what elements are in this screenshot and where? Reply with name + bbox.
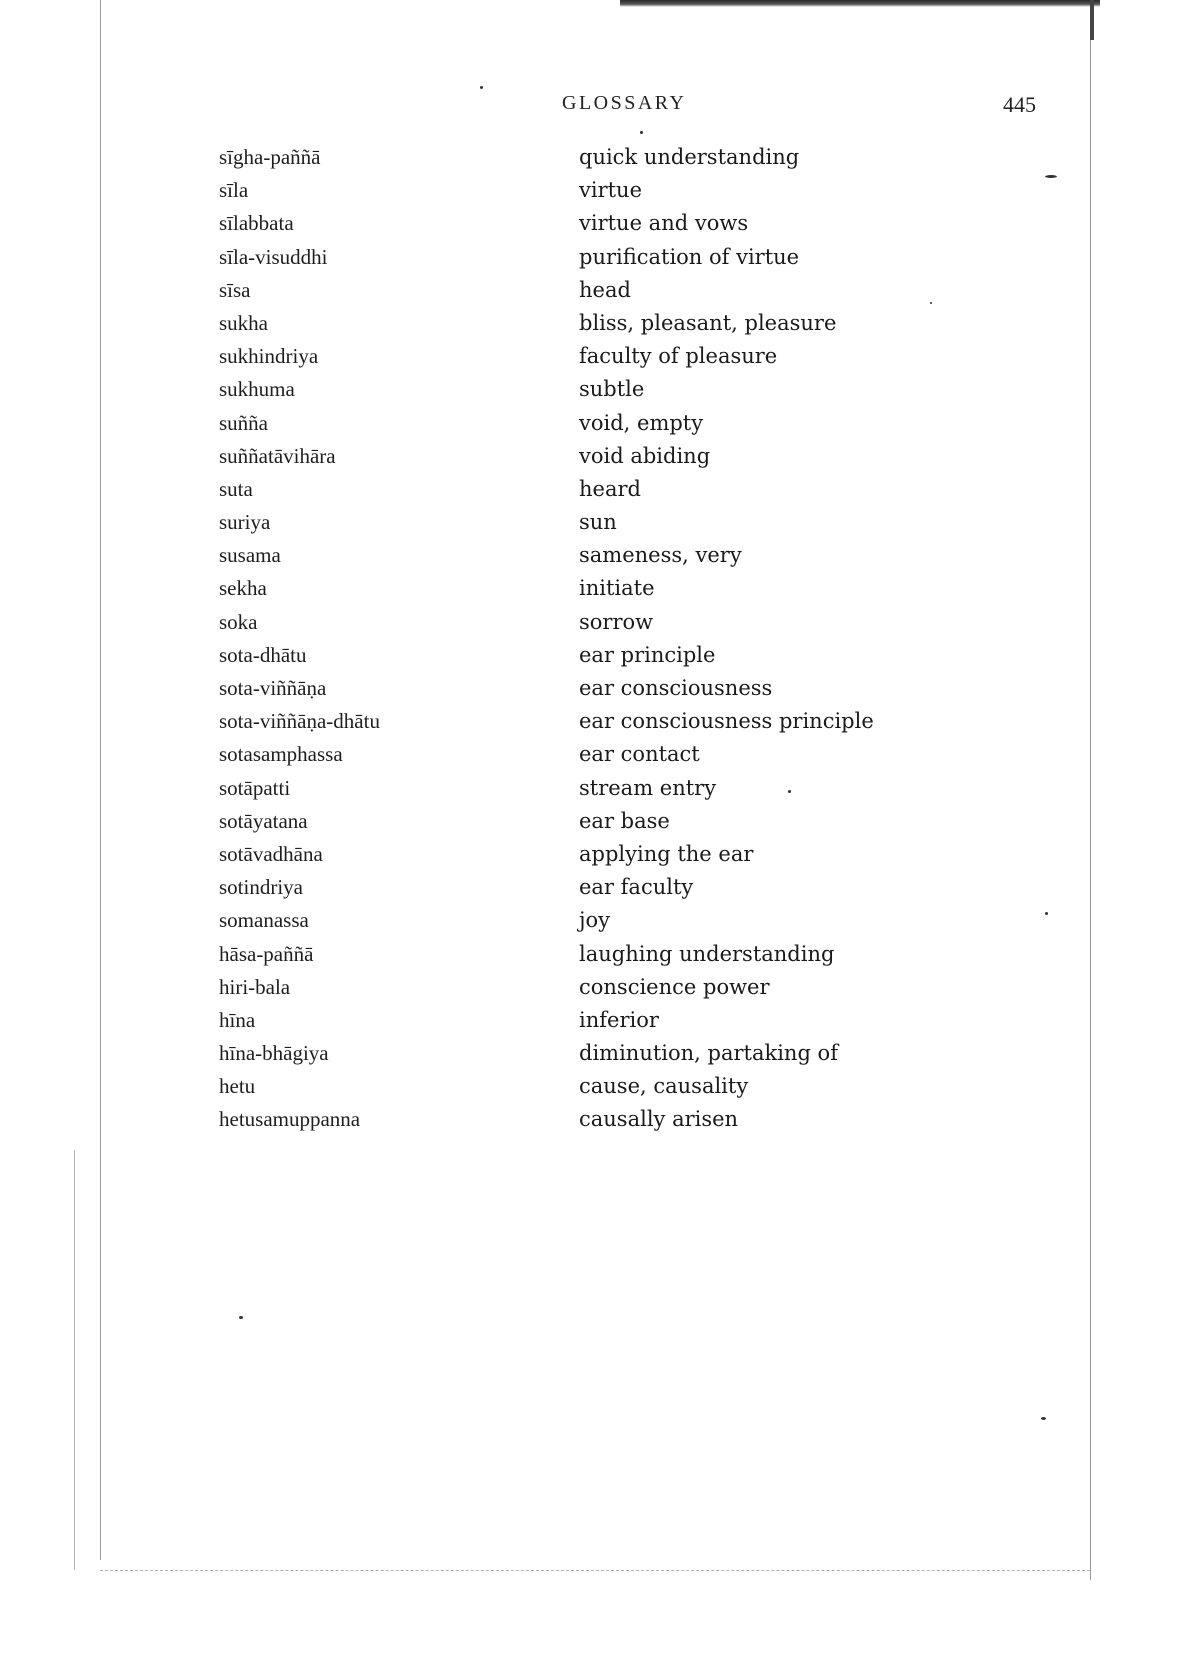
glossary-row <box>0 908 1184 941</box>
scan-speck <box>480 86 483 89</box>
glossary-definition: applying the ear <box>579 841 754 866</box>
glossary-definition: ear consciousness <box>579 676 773 700</box>
glossary-definition: cause, causality <box>579 1074 749 1099</box>
glossary-row <box>0 278 1184 311</box>
glossary-term: sīla <box>219 178 249 203</box>
glossary-definition: heard <box>579 476 641 501</box>
glossary-definition: ear faculty <box>579 875 694 900</box>
glossary-row <box>0 1074 1184 1107</box>
glossary-row <box>0 576 1184 609</box>
glossary-definition: ear base <box>579 808 670 833</box>
glossary-definition: ear consciousness principle <box>579 709 874 734</box>
glossary-definition: head <box>579 277 631 302</box>
glossary-definition: virtue and vows <box>579 211 749 236</box>
glossary-term: sekha <box>219 576 267 601</box>
glossary-term: sotasamphassa <box>219 742 343 767</box>
glossary-row <box>0 145 1184 178</box>
glossary-row <box>0 975 1184 1008</box>
glossary-term: sotindriya <box>219 875 303 900</box>
glossary-row <box>0 676 1184 709</box>
glossary-definition: sameness, very <box>579 543 742 568</box>
glossary-row <box>0 245 1184 278</box>
glossary-term: hīna-bhāgiya <box>219 1041 329 1066</box>
glossary-row <box>0 776 1184 809</box>
glossary-term: sota-viññāṇa <box>219 676 327 700</box>
glossary-row <box>0 1107 1184 1140</box>
glossary-term: suññatāvihāra <box>219 443 336 468</box>
page-edge-bottom <box>100 1570 1090 1571</box>
glossary-term: suñña <box>219 410 268 435</box>
glossary-term: sukha <box>219 310 268 335</box>
glossary-row <box>0 842 1184 875</box>
glossary-row <box>0 610 1184 643</box>
glossary-row <box>0 311 1184 344</box>
glossary-term: sota-dhātu <box>219 642 307 667</box>
glossary-definition: stream entry <box>579 775 717 800</box>
running-header-title: GLOSSARY <box>562 92 687 114</box>
glossary-definition: void abiding <box>579 443 711 468</box>
glossary-row <box>0 377 1184 410</box>
glossary-definition: joy <box>579 908 611 933</box>
glossary-term: suta <box>219 476 253 501</box>
glossary-term: sīsa <box>219 277 251 302</box>
page-edge-top-shadow <box>620 0 1100 7</box>
glossary-definition: sun <box>579 510 617 535</box>
scan-speck <box>640 131 643 134</box>
glossary-term: sotāyatana <box>219 808 308 833</box>
glossary-definition: conscience power <box>579 974 770 999</box>
glossary-row <box>0 543 1184 576</box>
glossary-term: sukhindriya <box>219 344 319 369</box>
glossary-definition: diminution, partaking of <box>579 1041 838 1066</box>
glossary-term: sīla-visuddhi <box>219 244 328 269</box>
glossary-row <box>0 742 1184 775</box>
glossary-term: sukhuma <box>219 377 295 402</box>
page-edge-left-outer <box>74 1150 75 1570</box>
glossary-row <box>0 411 1184 444</box>
glossary-row <box>0 942 1184 975</box>
glossary-term: hāsa-paññā <box>219 941 314 966</box>
glossary-definition: sorrow <box>579 609 654 634</box>
glossary-term: suriya <box>219 510 271 535</box>
glossary-list <box>0 145 1184 1141</box>
scan-speck <box>1041 1417 1046 1420</box>
glossary-definition: subtle <box>579 377 645 402</box>
glossary-row <box>0 211 1184 244</box>
page-corner-shadow <box>1090 0 1094 40</box>
glossary-term: hetu <box>219 1074 256 1099</box>
glossary-definition: ear principle <box>579 642 716 667</box>
glossary-row <box>0 510 1184 543</box>
glossary-term: sīgha-paññā <box>219 145 321 169</box>
glossary-definition: virtue <box>579 178 643 203</box>
glossary-row <box>0 875 1184 908</box>
scan-speck <box>239 1316 243 1319</box>
glossary-definition: purification of virtue <box>579 244 800 269</box>
glossary-term: sota-viññāṇa-dhātu <box>219 709 380 734</box>
glossary-definition: inferior <box>579 1007 659 1032</box>
glossary-definition: laughing understanding <box>579 941 835 966</box>
glossary-term: sotāpatti <box>219 775 291 800</box>
glossary-definition: causally arisen <box>579 1107 739 1132</box>
glossary-row <box>0 477 1184 510</box>
glossary-row <box>0 643 1184 676</box>
glossary-term: somanassa <box>219 908 309 933</box>
glossary-term: sotāvadhāna <box>219 841 323 866</box>
glossary-term: hetusamuppanna <box>219 1107 361 1132</box>
glossary-definition: ear contact <box>579 742 700 767</box>
glossary-row <box>0 444 1184 477</box>
glossary-row <box>0 178 1184 211</box>
page-number: 445 <box>1003 92 1036 117</box>
glossary-row <box>0 1008 1184 1041</box>
glossary-row <box>0 809 1184 842</box>
glossary-term: hīna <box>219 1007 256 1032</box>
glossary-row <box>0 1041 1184 1074</box>
glossary-definition: bliss, pleasant, pleasure <box>579 310 837 335</box>
glossary-term: hiri-bala <box>219 974 291 999</box>
glossary-term: soka <box>219 609 258 634</box>
glossary-row <box>0 709 1184 742</box>
glossary-term: sīlabbata <box>219 211 294 236</box>
glossary-definition: initiate <box>579 576 655 601</box>
glossary-definition: quick understanding <box>579 145 800 169</box>
glossary-row <box>0 344 1184 377</box>
glossary-definition: void, empty <box>579 410 704 435</box>
glossary-term: susama <box>219 543 281 568</box>
glossary-definition: faculty of pleasure <box>579 344 778 369</box>
